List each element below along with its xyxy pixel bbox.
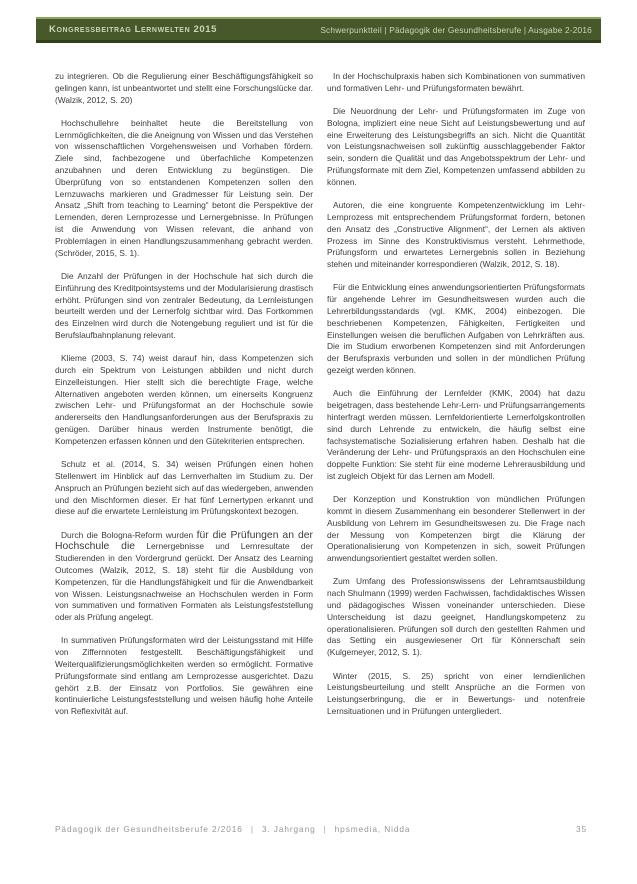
footer-separator: | bbox=[250, 824, 254, 834]
footer-volume: 3. Jahrgang bbox=[261, 824, 316, 834]
paragraph: Die Neuordnung der Lehr- und Prüfungsformaten im Zuge von Bologna, impliziert eine neue Sicht auf Leistungsbewertung und auf eine Erweiterung des Leistungsbegriffs an sich. Nicht die Quantität von Leistungsnachweisen soll zukünftig ausschlaggebender Faktor sein, sondern die Qualität und das Angebotsspektrum der Lehr- und Prüfungsformate mit dem Ziel, Kompetenzen umfassend abbilden zu können. bbox=[327, 106, 585, 187]
paragraph: Der Konzeption und Konstruktion von mündlichen Prüfungen kommt in diesem Zusammenhang ein besonderer Stellenwert in der Ausbildung von Lehrern im Gesundheitswesen zu. Die Frage nach der Messung von Kompetenzen birgt die Klärung der Operationalisierung von Kompetenzen in sich, soweit Prüfungen anwendungsorientiert gestaltet werden sollen. bbox=[327, 494, 585, 564]
paragraph: In der Hochschulpraxis haben sich Kombinationen von summativen und formativen Lehr- und Prüfungsformaten bewährt. bbox=[327, 71, 585, 93]
page-number: 35 bbox=[575, 824, 587, 834]
page-footer bbox=[55, 824, 587, 834]
page-header-bar bbox=[36, 17, 601, 43]
header-right-title: Schwerpunktteil | Pädagogik der Gesundheitsberufe | Ausgabe 2-2016 bbox=[320, 24, 592, 35]
paragraph: Klieme (2003, S. 74) weist darauf hin, dass Kompetenzen sich durch ein Spektrum von Leistungen abbilden und nicht durch Einzelleistungen. Hier stellt sich die berechtigte Frage, welche Alternativen angeboten werden können, um einerseits Kongruenz zwischen Lehr- und Prüfungsformat an der Hochschule sowie andererseits den Handlungsanforderungen aus der Berufspraxis zu genügen. Darüber hinaus werden Instrumente benötigt, die Kompetenzen erfassen können und den Gütekriterien entsprechen. bbox=[55, 353, 313, 446]
footer-imprint bbox=[55, 824, 410, 834]
footer-journal-title: Pädagogik der Gesundheitsberufe 2/2016 bbox=[55, 824, 243, 834]
paragraph: Die Anzahl der Prüfungen in der Hochschule hat sich durch die Einführung des Kreditpointsystems und der Modularisierung drastisch erhöht. Prüfungen sind von zentraler Bedeutung, da Lernleistungen beurteilt werden und der Lernerfolg sichtbar wird. Das Fortkommen des Einzelnen wird durch die Notengebung reguliert und ist für die Berufslaufbahnplanung relevant. bbox=[55, 270, 313, 340]
footer-publisher: hpsmedia, Nidda bbox=[334, 824, 411, 834]
article-body bbox=[55, 71, 586, 730]
paragraph-text: Durch die Bologna-Reform wurden bbox=[61, 529, 197, 540]
paragraph bbox=[55, 530, 313, 624]
paragraph: zu integrieren. Ob die Regulierung einer Beschäftigungsfähigkeit so gelingen kann, ist unbeantwortet und stellt eine Forschungslücke dar. (Walzik, 2012, S. 20) bbox=[55, 71, 313, 105]
paragraph: Zum Umfang des Professionswissens der Lehramtsausbildung nach Shulmann (1999) werden Fachwissen, fachdidaktisches Wissen und pädagogisches Wissen voneinander unterschieden. Diese Unterscheidung ist dazu geeignet, Handlungskompetenz zu operationalisieren. Prüfungen soll durch den gestellten Rahmen und das Setting ein ausgewiesener Ort für Könnerschaft sein (Kulgemeyer, 2012, S. 1). bbox=[327, 576, 585, 658]
column-left bbox=[55, 71, 313, 730]
paragraph: Schulz et al. (2014, S. 34) weisen Prüfungen einen hohen Stellenwert im Hinblick auf das Lernverhalten im Studium zu. Der Anspruch an Prüfungen bezieht sich auf das wiedergeben, anwenden und den Mischformen dieser. Er hat fünf Lernertypen erkannt und diese auf die erwartete Lernleistung im Prüfungskontext bezogen. bbox=[55, 459, 313, 517]
paragraph: In summativen Prüfungsformaten wird der Leistungsstand mit Hilfe von Ziffernnoten festgestellt. Beschäftigungsfähigkeit und Weiterqualifizierungsmöglichkeiten werden so ermöglicht. Formative Prüfungsformate sind entlang am Lernprozesse ausgerichtet. Dazu gehört z.B. der Einsatz von Portfolios. Sie gewähren eine kontinuierliche Leistungsfeststellung und weisen häufig hohe Anteile von Reflexivität auf. bbox=[55, 635, 313, 717]
paragraph: Winter (2015, S. 25) spricht von einer lerndienlichen Leistungsbeurteilung und stellt Ansprüche an die Formen von Leistungserbringung, die er in Bewertungs- und notenfreie Lernsituationen und in Prüfungen untergliedert. bbox=[327, 670, 585, 716]
paragraph: Autoren, die eine kongruente Kompetenzentwicklung im Lehr-Lernprozess mit entsprechendem Prüfungsformat fordern, betonen den Ansatz des „Constructive Alignment“, der Lernen als aktiven Prozess im Sinne des Konstruktivismus versteht. Lehrmethode, Prüfungsform und erwartetes Lernergebnis sollen in Beziehung stehen und miteinander korrespondieren (Walzik, 2012, S. 18). bbox=[327, 200, 585, 270]
paragraph: Hochschullehre beinhaltet heute die Bereitstellung von Lernmöglichkeiten, die die Aneignung von Wissen und das Verstehen von wissenschaftlichen Vorgehensweisen und Vorhaben fördern. Ziele sind, fachbezogene und überfachliche Kompetenzen anzubahnen und deren Entwicklung zu begünstigen. Die Überprüfung von so entstandenen Kompetenzen sollen den Lernzuwachs markieren und Gradmesser für Leistung sein. Der Ansatz „Shift from teaching to Learning“ betont die Perspektive der Lernenden, deren Lernprozesse und Lernergebnisse. In Prüfungen ist die Anwendung von Wissen relevant, die anhand von Problemlagen in einen Handlungszusammenhang gebracht werden. (Schröder, 2015, S. 1). bbox=[55, 117, 313, 258]
enlarged-phrase: für die Prüfungen an der Hochschule die bbox=[55, 529, 313, 553]
header-left-title: Kongressbeitrag Lernwelten 2015 bbox=[49, 24, 217, 35]
paragraph-text: Lernergebnisse und Lernresultate der Studierenden in den Vordergrund gerückt. Der Ansatz des Learning Outcomes (Walzik, 2012, S. 18) steht für die Ausbildung von Kompetenzen, für die Handlungsfähigkeit und für die Anwendbarkeit von Wissen. Leistungsnachweise an Hochschulen werden in Form von summativen und formativen Formaten als Leistungsfeststellung oder als Prüfung angelegt. bbox=[55, 541, 313, 623]
footer-separator: | bbox=[323, 824, 327, 834]
column-right bbox=[327, 71, 585, 730]
paragraph: Auch die Einführung der Lernfelder (KMK, 2004) hat dazu beigetragen, dass bestehende Lehr-Lern- und Prüfungsarrangements hinterfragt werden müssen. Lernfeldorientierte Lernerfolgskontrollen sind durch Lehrende zu entwickeln, die häufig selbst eine fachsystematische Sozialisierung erfahren haben. Deshalb hat die Veränderung der Lehr- und Prüfungspraxis an den Hochschulen eine doppelte Funktion: Sie steht für eine moderne Lehrerausbildung und ist zugleich Objekt für das Lernen am Modell. bbox=[327, 388, 585, 481]
paragraph: Für die Entwicklung eines anwendungsorientierten Prüfungsformats für angehende Lehrer im Gesundheitswesen wurden auch die Lehrerbildungsstandards (vgl. KMK, 2004) einbezogen. Die beschriebenen Kompetenzen, Fähigkeiten, Fertigkeiten und Einstellungen weisen die beruflichen Aufgaben von Lehrkräften aus. Die im Studium erworbenen Kompetenzen sind mit Anforderungen der Berufspraxis verbunden und sollen in der mündlichen Prüfung gezeigt werden können. bbox=[327, 282, 585, 376]
